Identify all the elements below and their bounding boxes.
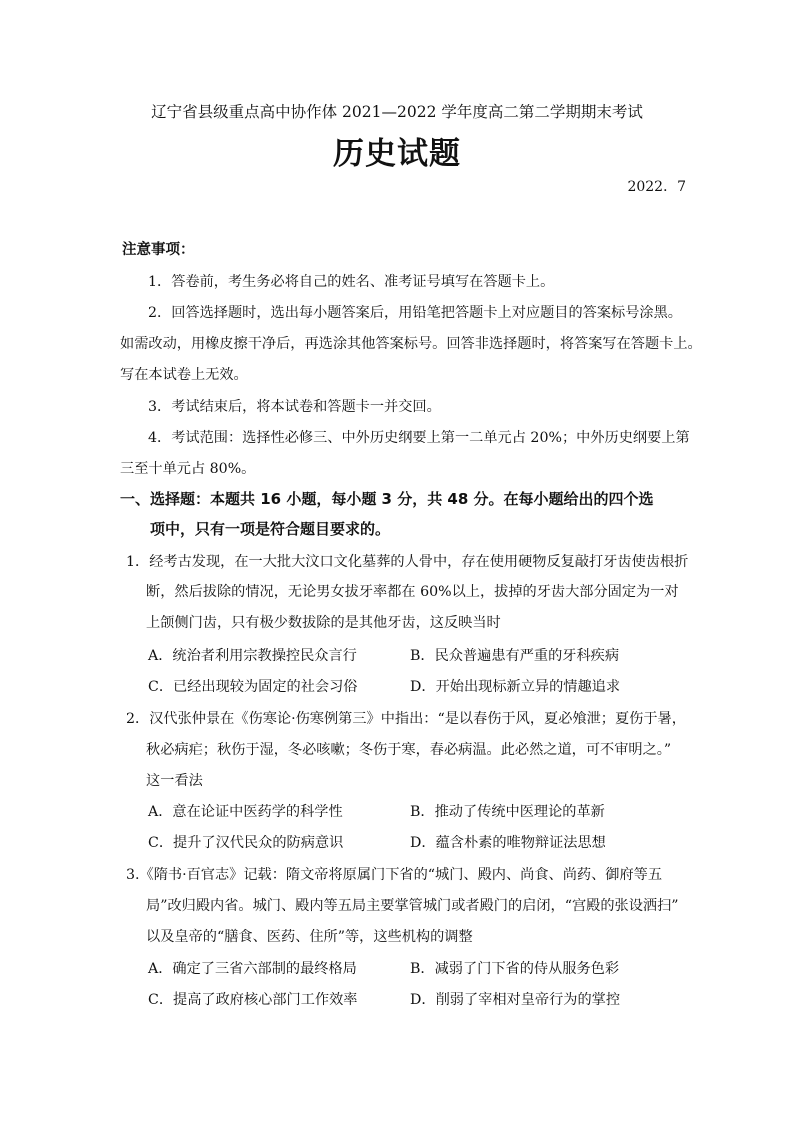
option-b: B．民众普遍患有严重的牙科疾病 xyxy=(410,648,620,664)
question-line: 3.《隋书·百官志》记载：隋文帝将原属门下省的“城门、殿内、尚食、尚药、御府等五 xyxy=(126,867,663,883)
notice-line: 1．答卷前，考生务必将自己的姓名、准考证号填写在答题卡上。 xyxy=(148,274,555,290)
option-d: D．开始出现标新立异的情趣追求 xyxy=(410,679,621,695)
option-c: C．已经出现较为固定的社会习俗 xyxy=(148,679,358,695)
option-b: B．推动了传统中医理论的革新 xyxy=(410,804,605,820)
section-heading: 一、选择题：本题共 16 小题，每小题 3 分，共 48 分。在每小题给出的四个选 xyxy=(120,490,654,508)
option-a: A．确定了三省六部制的最终格局 xyxy=(148,961,357,977)
question-line: 以及皇帝的“膳食、医药、住所”等，这些机构的调整 xyxy=(146,929,473,945)
notice-line: 写在本试卷上无效。 xyxy=(120,367,248,383)
notice-line: 3．考试结束后，将本试卷和答题卡一并交回。 xyxy=(148,399,441,415)
option-a: A．意在论证中医药学的科学性 xyxy=(148,804,343,820)
notice-line: 4．考试范围：选择性必修三、中外历史纲要上第一二单元占 20%；中外历史纲要上第 xyxy=(148,430,690,446)
question-line: 这一看法 xyxy=(146,773,203,789)
exam-header-title: 辽宁省县级重点高中协作体 2021—2022 学年度高二第二学期期末考试 xyxy=(151,103,643,121)
option-d: D．蕴含朴素的唯物辩证法思想 xyxy=(410,835,606,851)
option-b: B．减弱了门下省的侍从服务色彩 xyxy=(410,961,620,977)
section-heading-cont: 项中，只有一项是符合题目要求的。 xyxy=(150,520,391,538)
question-line: 2．汉代张仲景在《伤寒论·伤寒例第三》中指出：“是以春伤于风，夏必飧泄；夏伤于暑， xyxy=(126,711,686,727)
question-line: 秋必病疟；秋伤于湿，冬必咳嗽；冬伤于寒，春必病温。此必然之道，可不审明之。” xyxy=(146,742,672,758)
question-line: 1．经考古发现，在一大批大汶口文化墓葬的人骨中，存在使用硬物反复敲打牙齿使齿根折 xyxy=(126,554,689,570)
exam-date: 2022．7 xyxy=(627,179,686,195)
notice-line: 三至十单元占 80%。 xyxy=(120,461,256,477)
question-line: 断，然后拔除的情况，无论男女拔牙率都在 60%以上，拔掉的牙齿大部分固定为一对 xyxy=(146,584,679,600)
option-d: D．削弱了宰相对皇帝行为的掌控 xyxy=(410,992,621,1008)
notice-line: 如需改动，用橡皮擦干净后，再选涂其他答案标号。回答非选择题时，将答案写在答题卡上。 xyxy=(120,336,702,352)
question-line: 上颌侧门齿，只有极少数拔除的是其他牙齿，这反映当时 xyxy=(146,615,501,631)
notice-heading: 注意事项： xyxy=(122,242,195,258)
option-c: C．提高了政府核心部门工作效率 xyxy=(148,992,358,1008)
question-line: 局”改归殿内省。城门、殿内等五局主要掌管城门或者殿门的启闭，“宫殿的张设洒扫” xyxy=(146,898,679,914)
notice-line: 2．回答选择题时，选出每小题答案后，用铅笔把答题卡上对应题目的答案标号涂黑。 xyxy=(148,305,682,321)
subject-title: 历史试题 xyxy=(333,136,461,172)
option-c: C．提升了汉代民众的防病意识 xyxy=(148,835,344,851)
option-a: A．统治者利用宗教操控民众言行 xyxy=(148,648,357,664)
